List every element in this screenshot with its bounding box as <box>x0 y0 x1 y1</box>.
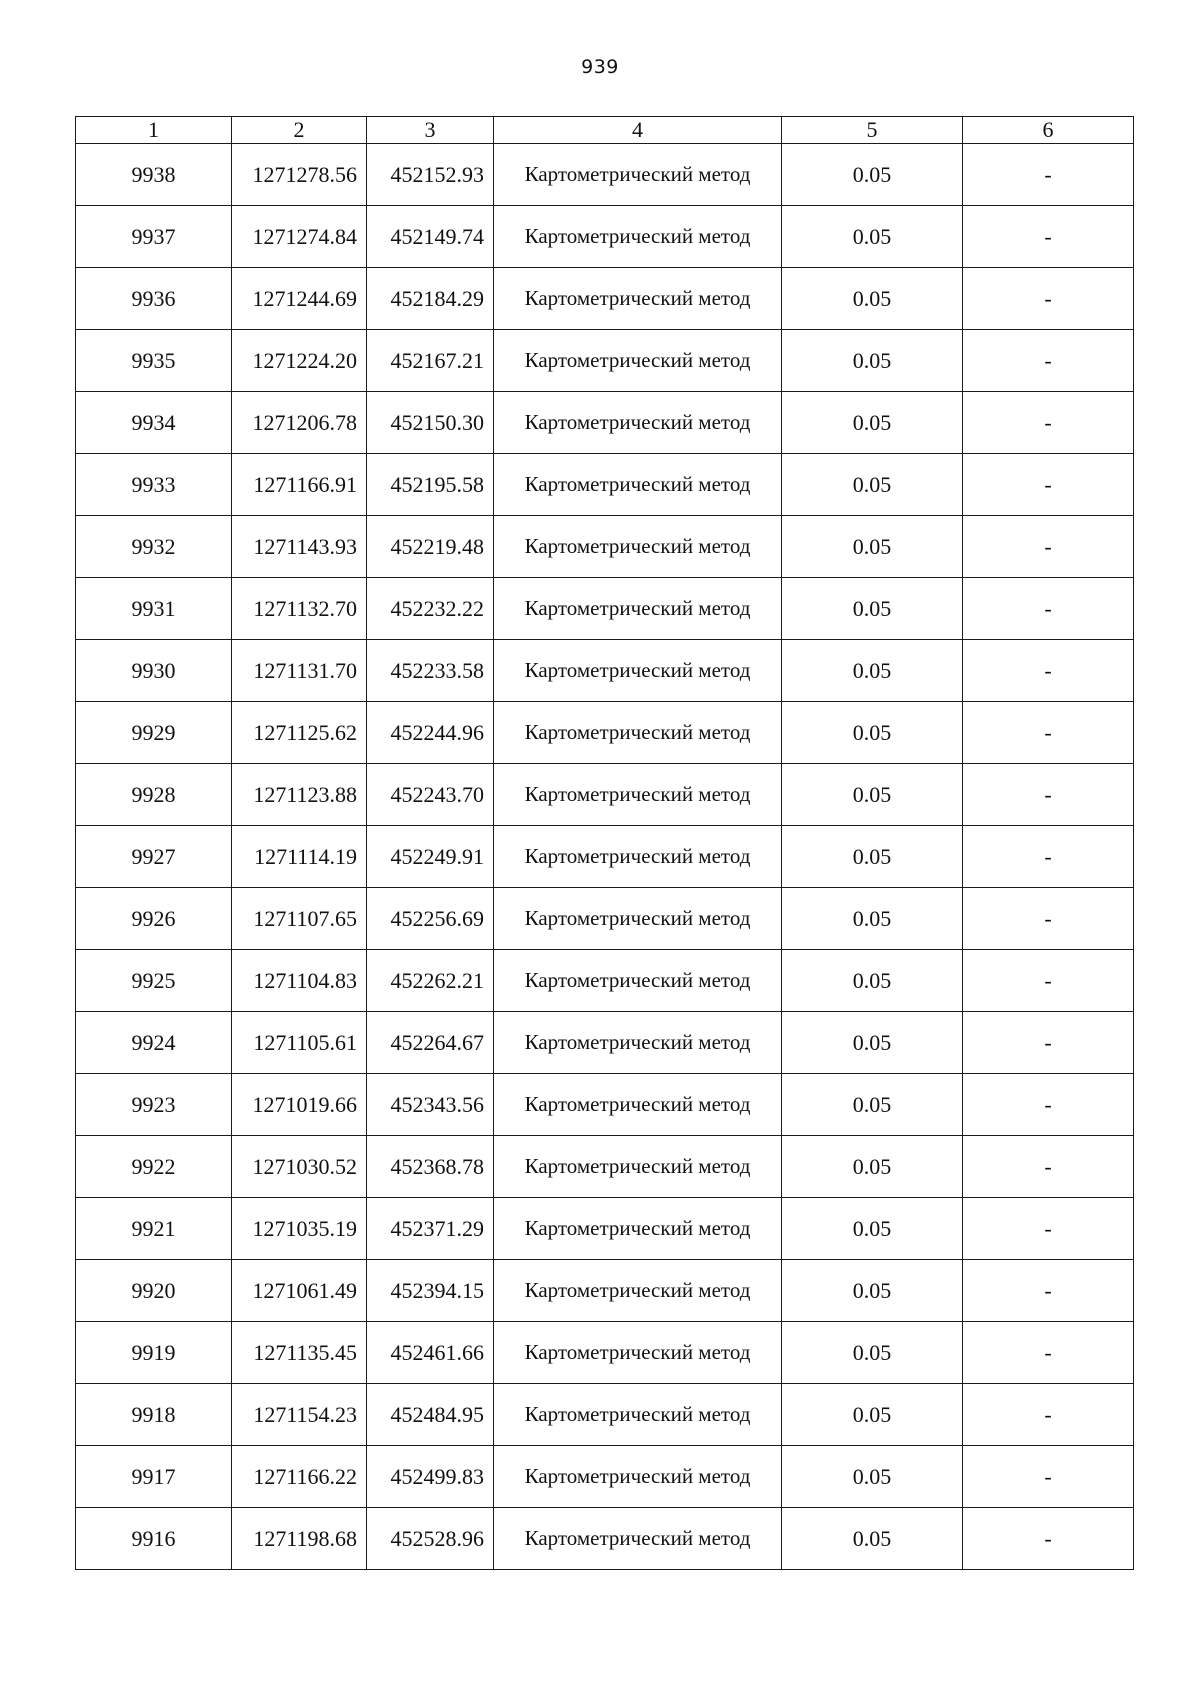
note-cell: - <box>963 268 1134 330</box>
accuracy-cell: 0.05 <box>782 268 963 330</box>
y-coordinate-cell: 452244.96 <box>367 702 494 764</box>
note-cell: - <box>963 206 1134 268</box>
column-header: 6 <box>963 117 1134 144</box>
point-number-cell: 9929 <box>76 702 232 764</box>
point-number-cell: 9925 <box>76 950 232 1012</box>
x-coordinate-cell: 1271131.70 <box>232 640 367 702</box>
x-coordinate-cell: 1271198.68 <box>232 1508 367 1570</box>
table-row <box>76 268 1134 330</box>
y-coordinate-cell: 452256.69 <box>367 888 494 950</box>
y-coordinate-cell: 452499.83 <box>367 1446 494 1508</box>
point-number-cell: 9932 <box>76 516 232 578</box>
x-coordinate-cell: 1271019.66 <box>232 1074 367 1136</box>
table-body <box>76 144 1134 1570</box>
x-coordinate-cell: 1271030.52 <box>232 1136 367 1198</box>
method-cell: Картометрический метод <box>494 1198 782 1260</box>
page-number: 939 <box>581 56 619 78</box>
y-coordinate-cell: 452233.58 <box>367 640 494 702</box>
y-coordinate-cell: 452343.56 <box>367 1074 494 1136</box>
table-row <box>76 702 1134 764</box>
method-cell: Картометрический метод <box>494 888 782 950</box>
y-coordinate-cell: 452484.95 <box>367 1384 494 1446</box>
x-coordinate-cell: 1271061.49 <box>232 1260 367 1322</box>
method-cell: Картометрический метод <box>494 1136 782 1198</box>
column-header: 3 <box>367 117 494 144</box>
x-coordinate-cell: 1271135.45 <box>232 1322 367 1384</box>
y-coordinate-cell: 452219.48 <box>367 516 494 578</box>
accuracy-cell: 0.05 <box>782 392 963 454</box>
note-cell: - <box>963 1384 1134 1446</box>
x-coordinate-cell: 1271132.70 <box>232 578 367 640</box>
x-coordinate-cell: 1271166.22 <box>232 1446 367 1508</box>
accuracy-cell: 0.05 <box>782 1198 963 1260</box>
note-cell: - <box>963 702 1134 764</box>
note-cell: - <box>963 1074 1134 1136</box>
note-cell: - <box>963 764 1134 826</box>
note-cell: - <box>963 640 1134 702</box>
method-cell: Картометрический метод <box>494 1260 782 1322</box>
column-header: 1 <box>76 117 232 144</box>
x-coordinate-cell: 1271035.19 <box>232 1198 367 1260</box>
note-cell: - <box>963 1446 1134 1508</box>
accuracy-cell: 0.05 <box>782 330 963 392</box>
point-number-cell: 9923 <box>76 1074 232 1136</box>
x-coordinate-cell: 1271123.88 <box>232 764 367 826</box>
coordinates-table <box>75 116 1134 1570</box>
note-cell: - <box>963 578 1134 640</box>
accuracy-cell: 0.05 <box>782 826 963 888</box>
table-row <box>76 454 1134 516</box>
y-coordinate-cell: 452368.78 <box>367 1136 494 1198</box>
point-number-cell: 9936 <box>76 268 232 330</box>
point-number-cell: 9935 <box>76 330 232 392</box>
method-cell: Картометрический метод <box>494 1384 782 1446</box>
y-coordinate-cell: 452232.22 <box>367 578 494 640</box>
accuracy-cell: 0.05 <box>782 1322 963 1384</box>
accuracy-cell: 0.05 <box>782 1012 963 1074</box>
table-row <box>76 516 1134 578</box>
accuracy-cell: 0.05 <box>782 206 963 268</box>
point-number-cell: 9919 <box>76 1322 232 1384</box>
method-cell: Картометрический метод <box>494 330 782 392</box>
point-number-cell: 9930 <box>76 640 232 702</box>
point-number-cell: 9924 <box>76 1012 232 1074</box>
column-header: 4 <box>494 117 782 144</box>
y-coordinate-cell: 452461.66 <box>367 1322 494 1384</box>
y-coordinate-cell: 452152.93 <box>367 144 494 206</box>
table-row <box>76 1508 1134 1570</box>
accuracy-cell: 0.05 <box>782 1136 963 1198</box>
method-cell: Картометрический метод <box>494 640 782 702</box>
point-number-cell: 9926 <box>76 888 232 950</box>
accuracy-cell: 0.05 <box>782 640 963 702</box>
method-cell: Картометрический метод <box>494 1446 782 1508</box>
table-row <box>76 206 1134 268</box>
method-cell: Картометрический метод <box>494 144 782 206</box>
header-row <box>76 117 1134 144</box>
table-row <box>76 1260 1134 1322</box>
note-cell: - <box>963 1012 1134 1074</box>
note-cell: - <box>963 392 1134 454</box>
method-cell: Картометрический метод <box>494 826 782 888</box>
method-cell: Картометрический метод <box>494 206 782 268</box>
table-row <box>76 392 1134 454</box>
point-number-cell: 9927 <box>76 826 232 888</box>
method-cell: Картометрический метод <box>494 764 782 826</box>
note-cell: - <box>963 1260 1134 1322</box>
point-number-cell: 9918 <box>76 1384 232 1446</box>
accuracy-cell: 0.05 <box>782 1508 963 1570</box>
table-row <box>76 888 1134 950</box>
note-cell: - <box>963 1322 1134 1384</box>
accuracy-cell: 0.05 <box>782 950 963 1012</box>
method-cell: Картометрический метод <box>494 1508 782 1570</box>
table-row <box>76 1384 1134 1446</box>
y-coordinate-cell: 452195.58 <box>367 454 494 516</box>
x-coordinate-cell: 1271114.19 <box>232 826 367 888</box>
table-row <box>76 826 1134 888</box>
x-coordinate-cell: 1271105.61 <box>232 1012 367 1074</box>
accuracy-cell: 0.05 <box>782 764 963 826</box>
note-cell: - <box>963 1508 1134 1570</box>
x-coordinate-cell: 1271104.83 <box>232 950 367 1012</box>
note-cell: - <box>963 888 1134 950</box>
note-cell: - <box>963 950 1134 1012</box>
y-coordinate-cell: 452149.74 <box>367 206 494 268</box>
point-number-cell: 9931 <box>76 578 232 640</box>
x-coordinate-cell: 1271143.93 <box>232 516 367 578</box>
x-coordinate-cell: 1271274.84 <box>232 206 367 268</box>
point-number-cell: 9933 <box>76 454 232 516</box>
y-coordinate-cell: 452394.15 <box>367 1260 494 1322</box>
note-cell: - <box>963 144 1134 206</box>
note-cell: - <box>963 330 1134 392</box>
x-coordinate-cell: 1271224.20 <box>232 330 367 392</box>
accuracy-cell: 0.05 <box>782 1074 963 1136</box>
x-coordinate-cell: 1271125.62 <box>232 702 367 764</box>
point-number-cell: 9934 <box>76 392 232 454</box>
table-row <box>76 1322 1134 1384</box>
accuracy-cell: 0.05 <box>782 454 963 516</box>
point-number-cell: 9916 <box>76 1508 232 1570</box>
note-cell: - <box>963 1136 1134 1198</box>
table-row <box>76 1012 1134 1074</box>
table-row <box>76 578 1134 640</box>
point-number-cell: 9917 <box>76 1446 232 1508</box>
accuracy-cell: 0.05 <box>782 1446 963 1508</box>
method-cell: Картометрический метод <box>494 950 782 1012</box>
table-row <box>76 330 1134 392</box>
method-cell: Картометрический метод <box>494 516 782 578</box>
x-coordinate-cell: 1271107.65 <box>232 888 367 950</box>
note-cell: - <box>963 1198 1134 1260</box>
y-coordinate-cell: 452150.30 <box>367 392 494 454</box>
point-number-cell: 9937 <box>76 206 232 268</box>
y-coordinate-cell: 452528.96 <box>367 1508 494 1570</box>
method-cell: Картометрический метод <box>494 268 782 330</box>
y-coordinate-cell: 452184.29 <box>367 268 494 330</box>
y-coordinate-cell: 452371.29 <box>367 1198 494 1260</box>
y-coordinate-cell: 452167.21 <box>367 330 494 392</box>
x-coordinate-cell: 1271278.56 <box>232 144 367 206</box>
note-cell: - <box>963 454 1134 516</box>
point-number-cell: 9938 <box>76 144 232 206</box>
note-cell: - <box>963 826 1134 888</box>
table-row <box>76 144 1134 206</box>
table-row <box>76 764 1134 826</box>
accuracy-cell: 0.05 <box>782 888 963 950</box>
accuracy-cell: 0.05 <box>782 702 963 764</box>
y-coordinate-cell: 452243.70 <box>367 764 494 826</box>
table-row <box>76 1446 1134 1508</box>
note-cell: - <box>963 516 1134 578</box>
method-cell: Картометрический метод <box>494 392 782 454</box>
method-cell: Картометрический метод <box>494 702 782 764</box>
table-row <box>76 1074 1134 1136</box>
table-row <box>76 1198 1134 1260</box>
point-number-cell: 9928 <box>76 764 232 826</box>
accuracy-cell: 0.05 <box>782 1384 963 1446</box>
accuracy-cell: 0.05 <box>782 578 963 640</box>
table-row <box>76 950 1134 1012</box>
method-cell: Картометрический метод <box>494 1322 782 1384</box>
accuracy-cell: 0.05 <box>782 1260 963 1322</box>
column-header: 2 <box>232 117 367 144</box>
accuracy-cell: 0.05 <box>782 516 963 578</box>
method-cell: Картометрический метод <box>494 1012 782 1074</box>
method-cell: Картометрический метод <box>494 1074 782 1136</box>
x-coordinate-cell: 1271166.91 <box>232 454 367 516</box>
method-cell: Картометрический метод <box>494 454 782 516</box>
table-row <box>76 1136 1134 1198</box>
y-coordinate-cell: 452249.91 <box>367 826 494 888</box>
method-cell: Картометрический метод <box>494 578 782 640</box>
x-coordinate-cell: 1271206.78 <box>232 392 367 454</box>
point-number-cell: 9921 <box>76 1198 232 1260</box>
y-coordinate-cell: 452264.67 <box>367 1012 494 1074</box>
point-number-cell: 9922 <box>76 1136 232 1198</box>
accuracy-cell: 0.05 <box>782 144 963 206</box>
column-header: 5 <box>782 117 963 144</box>
point-number-cell: 9920 <box>76 1260 232 1322</box>
x-coordinate-cell: 1271244.69 <box>232 268 367 330</box>
table-row <box>76 640 1134 702</box>
y-coordinate-cell: 452262.21 <box>367 950 494 1012</box>
x-coordinate-cell: 1271154.23 <box>232 1384 367 1446</box>
